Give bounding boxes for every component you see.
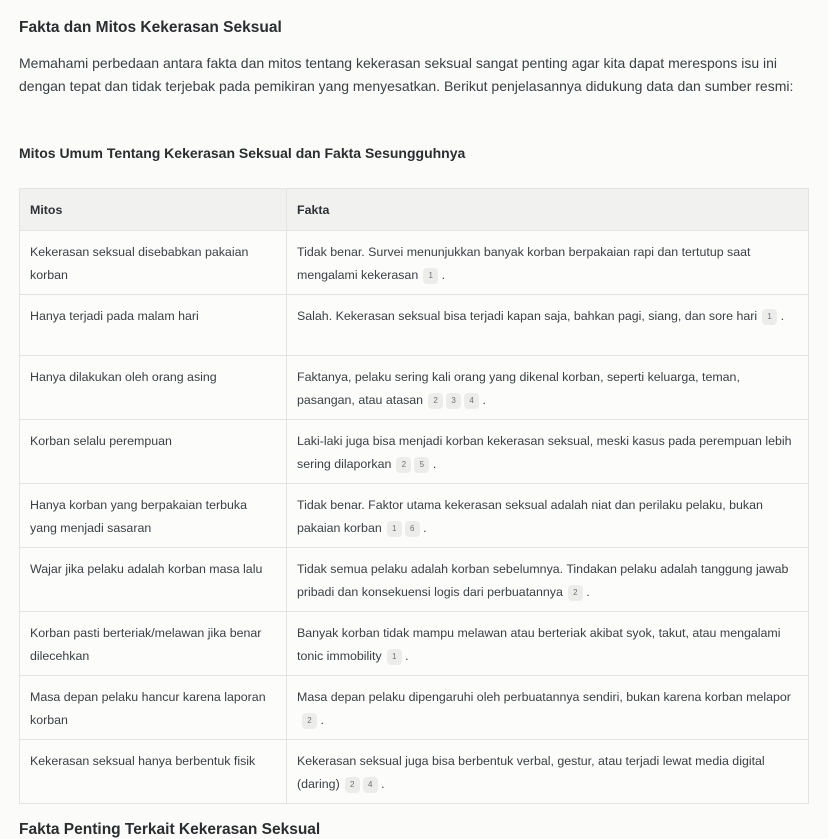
fact-text: Salah. Kekerasan seksual bisa terjadi kapan saja, bahkan pagi, siang, dan sore hari xyxy=(297,309,758,323)
myth-cell: Masa depan pelaku hancur karena laporan korban xyxy=(20,676,287,740)
fact-text: Tidak semua pelaku adalah korban sebelumnya. Tindakan pelaku adalah tanggung jawab pribadi dan konsekuensi logis dari perbuatannya xyxy=(297,562,789,599)
fact-cell xyxy=(287,356,809,420)
citation-badge[interactable]: 2 xyxy=(345,777,360,793)
citation-group xyxy=(382,521,420,535)
fact-cell xyxy=(287,484,809,548)
myth-cell: Korban pasti berteriak/melawan jika benar dilecehkan xyxy=(20,612,287,676)
fact-cell xyxy=(287,676,809,740)
table-row xyxy=(20,420,809,484)
page-title: Fakta dan Mitos Kekerasan Seksual xyxy=(19,19,282,36)
citation-badge[interactable]: 5 xyxy=(414,457,429,473)
next-section-heading: Fakta Penting Terkait Kekerasan Seksual xyxy=(19,821,321,838)
citation-badge[interactable]: 2 xyxy=(396,457,411,473)
citation-badge[interactable]: 1 xyxy=(762,309,777,325)
myth-fact-table xyxy=(19,188,809,804)
citation-group xyxy=(563,585,583,599)
sentence-period: . xyxy=(429,456,437,471)
citation-badge[interactable]: 6 xyxy=(405,521,420,537)
citation-group xyxy=(418,268,438,282)
fact-text: Kekerasan seksual juga bisa berbentuk verbal, gestur, atau terjadi lewat media digital (daring) xyxy=(297,754,765,791)
column-header-fakta: Fakta xyxy=(287,189,809,231)
fact-text: Banyak korban tidak mampu melawan atau berteriak akibat syok, takut, atau mengalami tonic immobility xyxy=(297,626,781,663)
fact-cell xyxy=(287,295,809,356)
sentence-period: . xyxy=(438,267,446,282)
sentence-period: . xyxy=(582,584,590,599)
fact-text: Laki-laki juga bisa menjadi korban kekerasan seksual, meski kasus pada perempuan lebih sering dilaporkan xyxy=(297,434,792,471)
citation-group xyxy=(391,457,429,471)
myth-cell: Hanya korban yang berpakaian terbuka yang menjadi sasaran xyxy=(20,484,287,548)
table-row xyxy=(20,612,809,676)
sentence-period: . xyxy=(317,712,324,727)
citation-badge[interactable]: 1 xyxy=(423,268,438,284)
section-heading: Mitos Umum Tentang Kekerasan Seksual dan Fakta Sesungguhnya xyxy=(19,145,466,161)
fact-text: Tidak benar. Survei menunjukkan banyak korban berpakaian rapi dan tertutup saat mengalami kekerasan xyxy=(297,245,751,282)
fact-text: Faktanya, pelaku sering kali orang yang dikenal korban, seperti keluarga, teman, pasangan, atau atasan xyxy=(297,370,740,407)
column-header-mitos: Mitos xyxy=(20,189,287,231)
citation-group xyxy=(423,393,479,407)
myth-cell: Wajar jika pelaku adalah korban masa lalu xyxy=(20,548,287,612)
citation-badge[interactable]: 2 xyxy=(428,393,443,409)
citation-badge[interactable]: 2 xyxy=(302,713,317,729)
table-row xyxy=(20,295,809,356)
citation-badge[interactable]: 1 xyxy=(387,649,402,665)
citation-group xyxy=(297,713,317,727)
myth-cell: Kekerasan seksual disebabkan pakaian korban xyxy=(20,231,287,295)
citation-badge[interactable]: 4 xyxy=(464,393,479,409)
table-row xyxy=(20,548,809,612)
citation-group xyxy=(340,777,378,791)
sentence-period: . xyxy=(401,648,409,663)
citation-badge[interactable]: 4 xyxy=(363,777,378,793)
fact-cell xyxy=(287,612,809,676)
citation-group xyxy=(382,649,402,663)
myth-cell: Hanya terjadi pada malam hari xyxy=(20,295,287,356)
citation-badge[interactable]: 1 xyxy=(387,521,402,537)
table-row xyxy=(20,676,809,740)
citation-badge[interactable]: 3 xyxy=(446,393,461,409)
table-header-row xyxy=(20,189,809,231)
fact-cell xyxy=(287,231,809,295)
table-row xyxy=(20,740,809,804)
myth-cell: Hanya dilakukan oleh orang asing xyxy=(20,356,287,420)
table-row xyxy=(20,484,809,548)
sentence-period: . xyxy=(377,776,385,791)
fact-text: Masa depan pelaku dipengaruhi oleh perbuatannya sendiri, bukan karena korban melapor xyxy=(297,690,791,704)
fact-text: Tidak benar. Faktor utama kekerasan seksual adalah niat dan perilaku pelaku, bukan pakaian korban xyxy=(297,498,763,535)
citation-badge[interactable]: 2 xyxy=(568,585,583,601)
fact-cell xyxy=(287,420,809,484)
citation-group xyxy=(757,309,777,323)
fact-cell xyxy=(287,548,809,612)
sentence-period: . xyxy=(419,520,427,535)
sentence-period: . xyxy=(777,309,785,323)
fact-cell xyxy=(287,740,809,804)
table-row xyxy=(20,356,809,420)
myth-cell: Kekerasan seksual hanya berbentuk fisik xyxy=(20,740,287,804)
intro-paragraph: Memahami perbedaan antara fakta dan mitos tentang kekerasan seksual sangat penting agar kita dapat merespons isu ini dengan tepat dan tidak terjebak pada pemikiran yang menyesatkan. Berikut penjelasannya didukung data dan sumber resmi: xyxy=(19,55,794,94)
sentence-period: . xyxy=(479,392,486,407)
myth-cell: Korban selalu perempuan xyxy=(20,420,287,484)
table-row xyxy=(20,231,809,295)
